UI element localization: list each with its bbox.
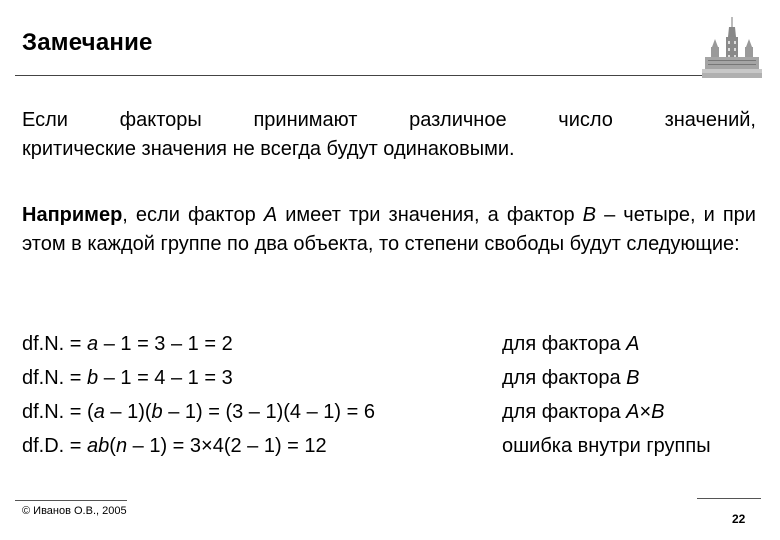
variable: B xyxy=(651,401,665,423)
formula-text: df.N. = xyxy=(22,367,88,389)
variable: A xyxy=(626,401,640,423)
footer-divider xyxy=(15,500,127,501)
variable: B xyxy=(582,204,597,226)
slide-title: Замечание xyxy=(22,29,153,56)
variable: a xyxy=(93,401,105,423)
page-number: 22 xyxy=(732,512,746,526)
university-building-icon xyxy=(702,15,762,78)
formula-note xyxy=(502,401,665,424)
word: Если xyxy=(22,109,68,131)
formula-text: – 1) = 3×4(2 – 1) = 12 xyxy=(127,435,327,457)
text-span: – четыре, и при этом в каждой группе по два объекта, то степени свободы будут следующие: xyxy=(22,204,756,255)
formula xyxy=(22,435,327,458)
paragraph-factors-note xyxy=(22,106,756,164)
paragraph-example xyxy=(22,201,756,259)
formula-row xyxy=(22,333,756,367)
formula xyxy=(22,333,233,356)
formula-text: – 1)( xyxy=(104,401,152,423)
variable: A xyxy=(626,333,640,355)
formula-text: – 1) = (3 – 1)(4 – 1) = 6 xyxy=(162,401,375,423)
formula-note xyxy=(502,367,639,390)
variable: A xyxy=(263,204,278,226)
paragraph-line: критические значения не всегда будут одинаковыми. xyxy=(22,138,515,160)
title-divider xyxy=(15,75,703,76)
note-text: для фактора xyxy=(502,401,627,423)
copyright: © Иванов О.В., 2005 xyxy=(22,505,127,517)
variable: b xyxy=(87,367,99,389)
formula-text: df.N. = ( xyxy=(22,401,94,423)
variable: n xyxy=(115,435,128,457)
word: факторы xyxy=(119,109,202,131)
variable: ab xyxy=(87,435,110,457)
variable: b xyxy=(151,401,163,423)
word: значений, xyxy=(664,109,756,131)
formula-text: ( xyxy=(109,435,116,457)
page-number-divider xyxy=(697,498,761,499)
note-text: для фактора xyxy=(502,333,627,355)
formula-note: ошибка внутри группы xyxy=(502,435,711,457)
formula xyxy=(22,367,233,390)
text-span: , если фактор xyxy=(122,204,264,226)
variable: B xyxy=(626,367,640,389)
note-text: для фактора xyxy=(502,367,627,389)
word: различное xyxy=(409,109,507,131)
formula-row xyxy=(22,435,756,469)
formula-text: df.D. = xyxy=(22,435,88,457)
variable: a xyxy=(87,333,99,355)
bold-lead: Например xyxy=(22,204,123,226)
formula-note xyxy=(502,333,639,356)
formula-row xyxy=(22,367,756,401)
times-sign: × xyxy=(639,401,652,423)
formula xyxy=(22,401,375,424)
formula-text: df.N. = xyxy=(22,333,88,355)
word: число xyxy=(558,109,613,131)
formula-row xyxy=(22,401,756,435)
text-span: имеет три значения, а фактор xyxy=(277,204,583,226)
formula-text: – 1 = 4 – 1 = 3 xyxy=(98,367,233,389)
paragraph-line xyxy=(22,106,756,135)
word: принимают xyxy=(253,109,358,131)
formula-text: – 1 = 3 – 1 = 2 xyxy=(98,333,233,355)
